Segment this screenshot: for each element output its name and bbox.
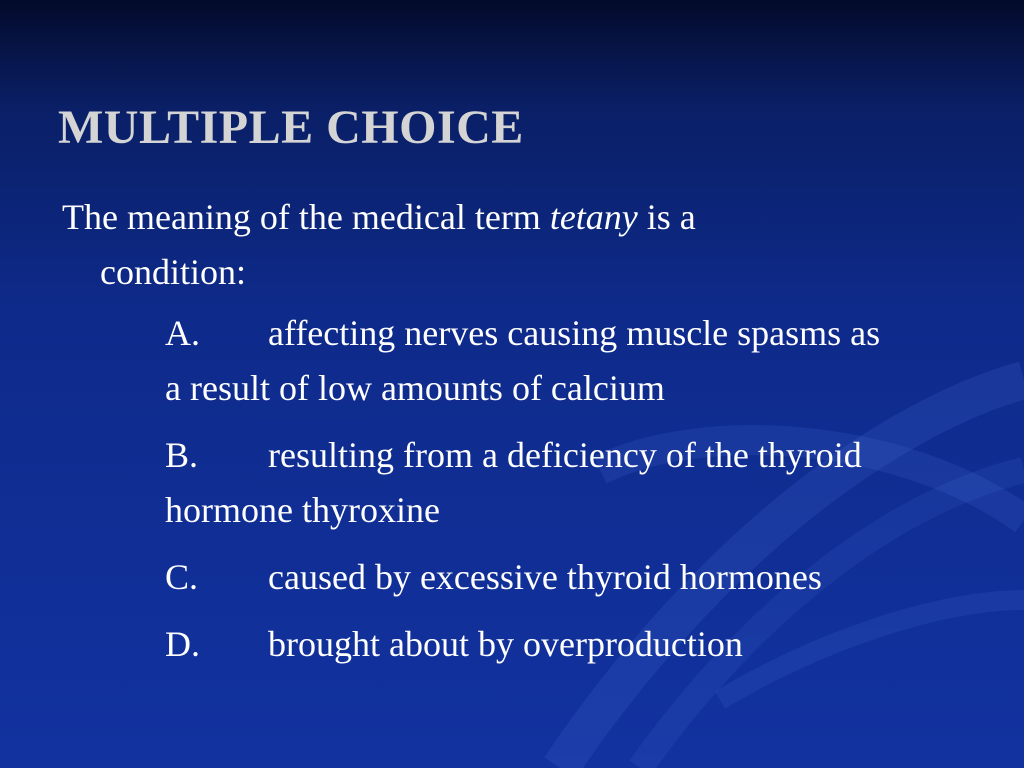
option-c [165,550,885,605]
question-prefix: The meaning of the medical term [62,197,550,237]
question-term: tetany [549,197,638,237]
option-letter: C. [165,557,199,597]
option-b [165,428,885,538]
question-line2: condition: [100,252,246,292]
question-suffix: is a [637,197,696,237]
option-text: affecting nerves causing muscle spasms as a result of low amounts of calcium [165,313,881,408]
option-letter: A. [165,313,200,353]
option-text: brought about by overproduction [268,624,743,664]
option-letter: D. [165,624,200,664]
option-d [165,617,885,672]
option-a [165,306,885,416]
slide-title: MULTIPLE CHOICE [58,101,524,154]
option-text: resulting from a deficiency of the thyroid hormone thyroxine [165,435,862,530]
option-text: caused by excessive thyroid hormones [268,557,822,597]
question-text [62,190,862,300]
option-letter: B. [165,435,199,475]
answer-options [165,306,885,684]
